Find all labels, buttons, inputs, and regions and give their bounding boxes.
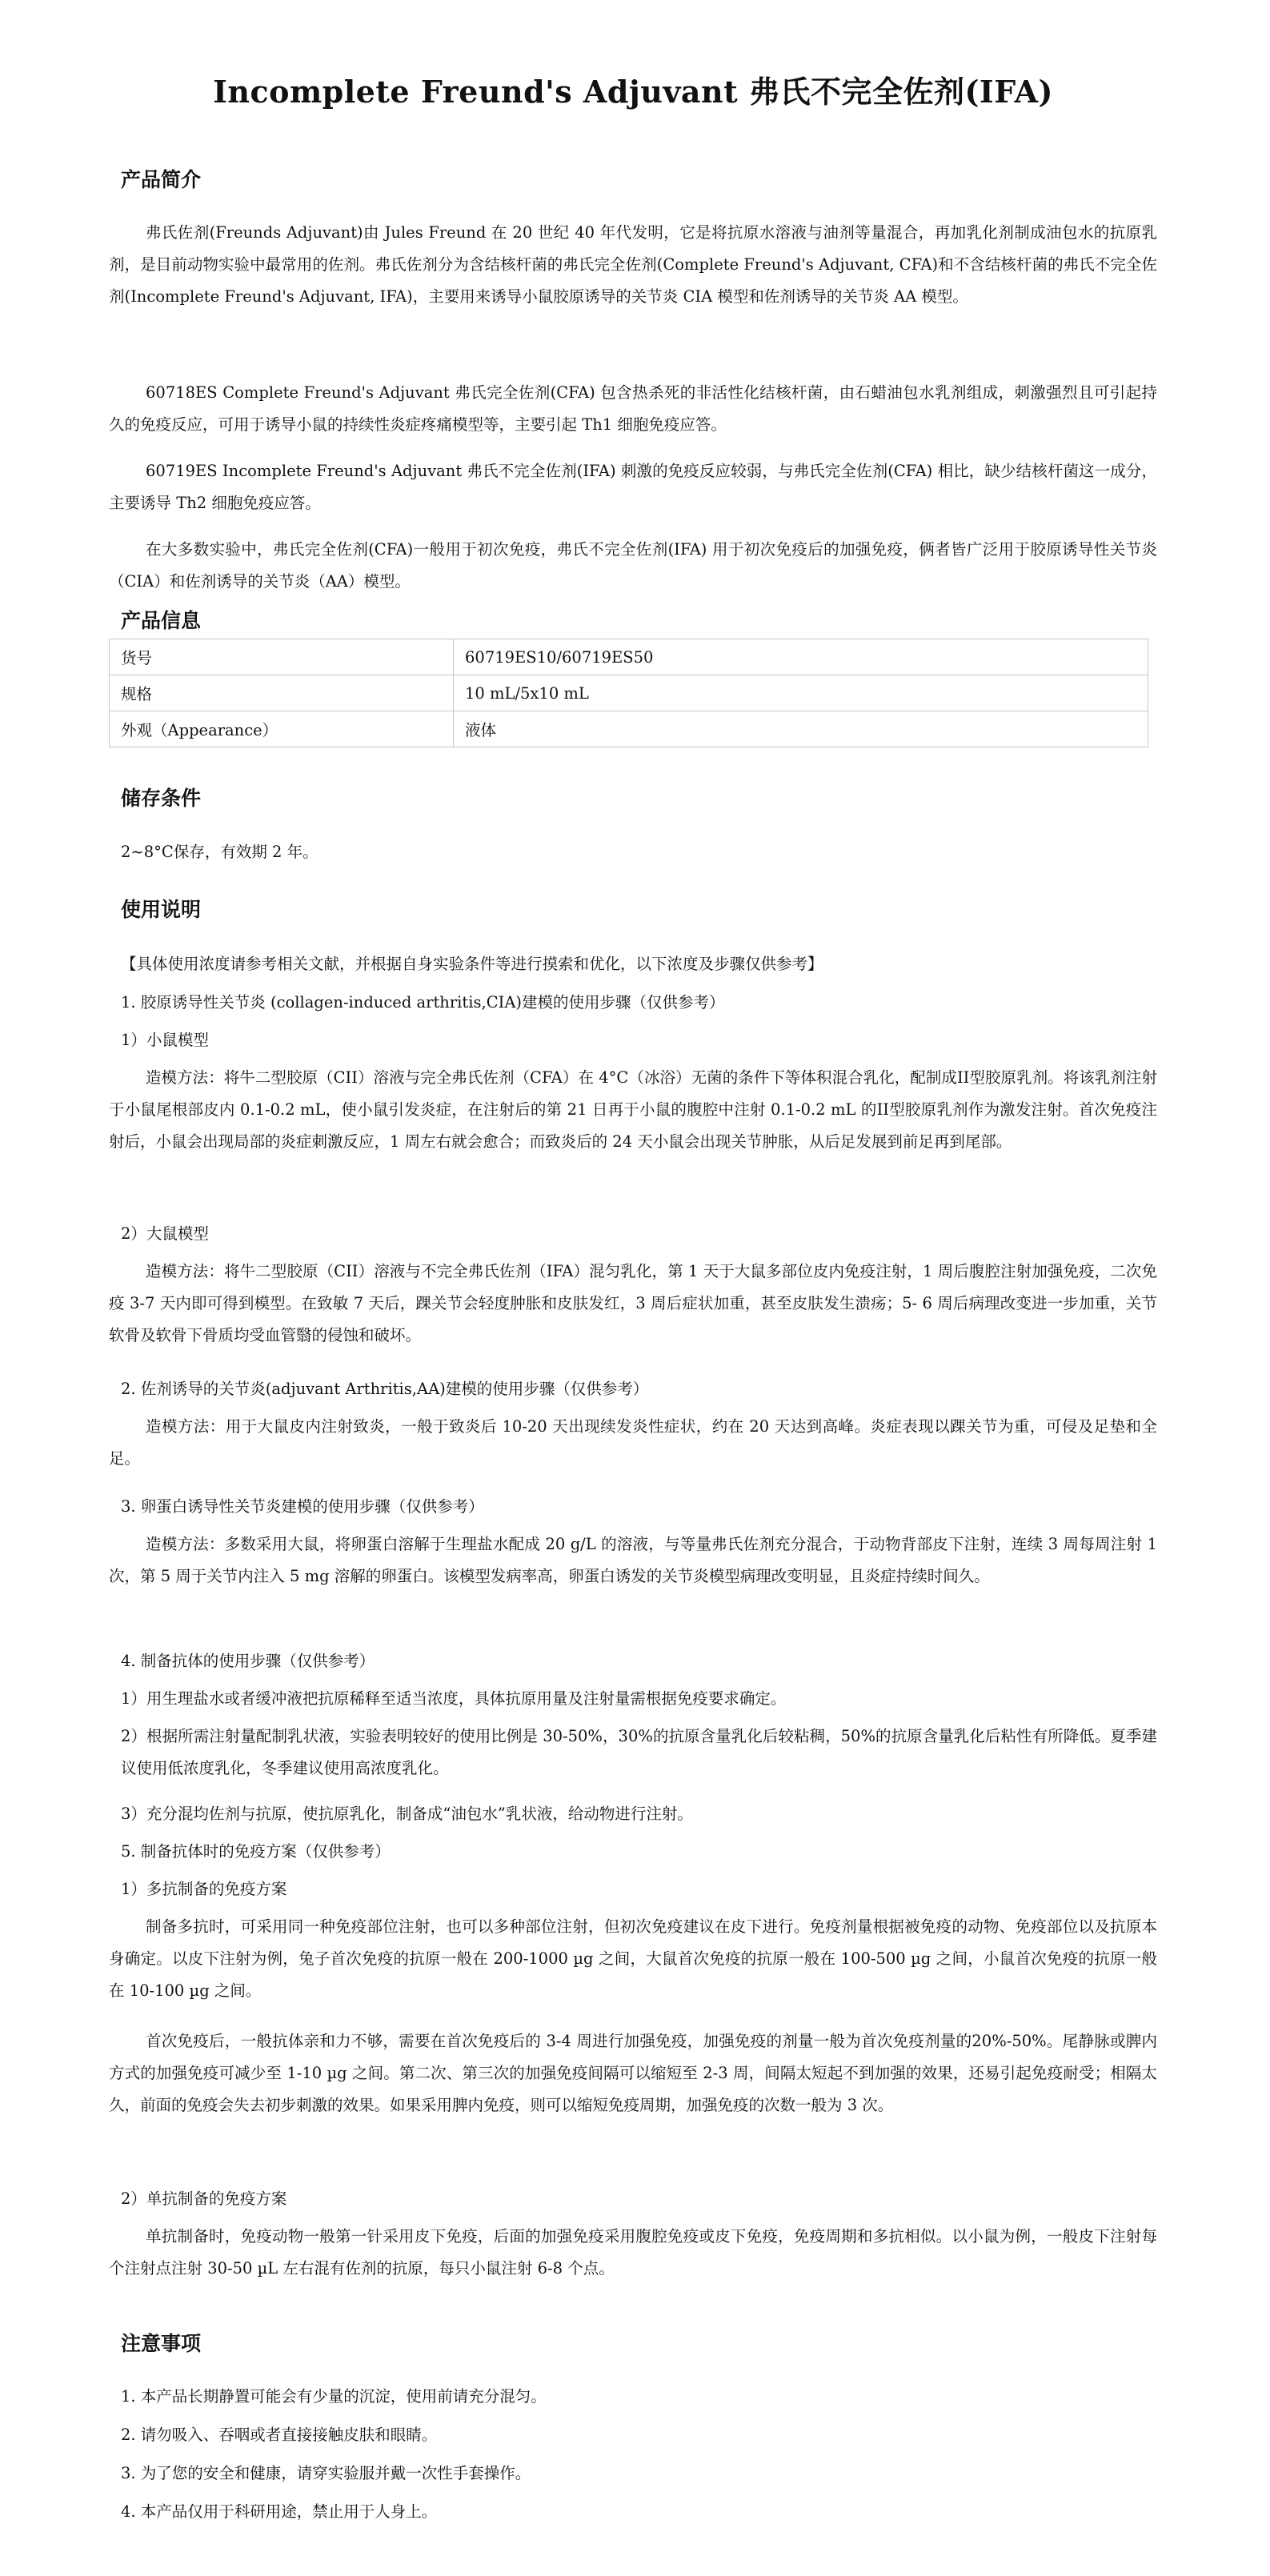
table-row	[110, 711, 1148, 747]
notes-list-item: 4. 本产品仅用于科研用途，禁止用于人身上。	[121, 2502, 438, 2521]
usage-step-heading: 3. 卵蛋白诱导性关节炎建模的使用步骤（仅供参考）	[121, 1497, 484, 1516]
usage-list-item: 1）用生理盐水或者缓冲液把抗原稀释至适当浓度，具体抗原用量及注射量需根据免疫要求确定。	[121, 1689, 787, 1708]
intro-paragraph: 60719ES Incomplete Freund's Adjuvant 弗氏不完全佐剂(IFA) 刺激的免疫反应较弱，与弗氏完全佐剂(CFA) 相比，缺少结核杆菌这一成分，主要诱导 Th2 细胞免疫应答。	[109, 462, 1157, 512]
storage-text: 2~8°C保存，有效期 2 年。	[121, 843, 319, 861]
section-heading-notes: 注意事项	[121, 2332, 202, 2355]
table-cell-value: 液体	[454, 711, 1148, 747]
usage-paragraph: 造模方法：将牛二型胶原（CII）溶液与完全弗氏佐剂（CFA）在 4°C（冰浴）无菌的条件下等体积混合乳化，配制成II型胶原乳剂。将该乳剂注射于小鼠尾根部皮内 0.1-0.2 mL，使小鼠引发炎症，在注射后的第 21 日再于小鼠的腹腔中注射 0.1-0.2 mL 的II型胶原乳剂作为激发注射。首次免疫注射后，小鼠会出现局部的炎症刺激反应，1 周左右就会愈合；而致炎后的 24 天小鼠会出现关节肿胀，从后足发展到前足再到尾部。	[109, 1068, 1157, 1151]
notes-list-item: 2. 请勿吸入、吞咽或者直接接触皮肤和眼睛。	[121, 2426, 438, 2444]
section-heading-storage: 储存条件	[121, 787, 202, 810]
usage-note: 【具体使用浓度请参考相关文献，并根据自身实验条件等进行摸索和优化，以下浓度及步骤仅供参考】	[121, 955, 823, 973]
usage-list-item: 3）充分混均佐剂与抗原，使抗原乳化，制备成“油包水”乳状液，给动物进行注射。	[121, 1805, 693, 1823]
usage-substep-heading: 2）大鼠模型	[121, 1224, 209, 1243]
usage-step-heading: 2. 佐剂诱导的关节炎(adjuvant Arthritis,AA)建模的使用步骤（仅供参考）	[121, 1380, 649, 1398]
usage-substep-heading: 2）单抗制备的免疫方案	[121, 2189, 287, 2208]
table-cell-key: 货号	[110, 639, 454, 675]
table-cell-value: 60719ES10/60719ES50	[454, 639, 1148, 675]
usage-step-heading: 1. 胶原诱导性关节炎 (collagen-induced arthritis,CIA)建模的使用步骤（仅供参考）	[121, 993, 725, 1012]
table-cell-key: 规格	[110, 675, 454, 711]
usage-substep-heading: 1）多抗制备的免疫方案	[121, 1880, 287, 1898]
intro-paragraph: 在大多数实验中，弗氏完全佐剂(CFA)一般用于初次免疫，弗氏不完全佐剂(IFA) 用于初次免疫后的加强免疫，俩者皆广泛用于胶原诱导性关节炎（CIA）和佐剂诱导的关节炎（AA）模型。	[109, 540, 1157, 591]
table-row	[110, 639, 1148, 675]
page-title: Incomplete Freund's Adjuvant 弗氏不完全佐剂(IFA)	[213, 74, 1053, 110]
notes-list-item: 3. 为了您的安全和健康，请穿实验服并戴一次性手套操作。	[121, 2464, 531, 2482]
usage-paragraph: 制备多抗时，可采用同一种免疫部位注射，也可以多种部位注射，但初次免疫建议在皮下进行。免疫剂量根据被免疫的动物、免疫部位以及抗原本身确定。以皮下注射为例，兔子首次免疫的抗原一般在 200-1000 µg 之间，大鼠首次免疫的抗原一般在 100-500 µg 之间，小鼠首次免疫的抗原一般在 10-100 µg 之间。	[109, 1917, 1157, 2000]
product-info-table	[109, 639, 1148, 747]
section-heading-info: 产品信息	[121, 609, 202, 632]
usage-paragraph: 造模方法：用于大鼠皮内注射致炎，一般于致炎后 10-20 天出现续发炎性症状，约在 20 天达到高峰。炎症表现以踝关节为重，可侵及足垫和全足。	[109, 1417, 1157, 1468]
table-cell-key: 外观（Appearance）	[110, 711, 454, 747]
notes-list-item: 1. 本产品长期静置可能会有少量的沉淀，使用前请充分混匀。	[121, 2387, 547, 2406]
section-heading-intro: 产品简介	[121, 168, 202, 191]
intro-paragraph: 弗氏佐剂(Freunds Adjuvant)由 Jules Freund 在 20 世纪 40 年代发明，它是将抗原水溶液与油剂等量混合，再加乳化剂制成油包水的抗原乳剂，是目前动物实验中最常用的佐剂。弗氏佐剂分为含结核杆菌的弗氏完全佐剂(Complete Freund's Adjuvant, CFA)和不含结核杆菌的弗氏不完全佐剂(Incomplete Freund's Adjuvant, IFA)，主要用来诱导小鼠胶原诱导的关节炎 CIA 模型和佐剂诱导的关节炎 AA 模型。	[109, 223, 1157, 306]
usage-step-heading: 4. 制备抗体的使用步骤（仅供参考）	[121, 1652, 375, 1670]
usage-substep-heading: 1）小鼠模型	[121, 1031, 209, 1049]
usage-paragraph: 造模方法：多数采用大鼠，将卵蛋白溶解于生理盐水配成 20 g/L 的溶液，与等量弗氏佐剂充分混合，于动物背部皮下注射，连续 3 周每周注射 1 次，第 5 周于关节内注入 5 mg 溶解的卵蛋白。该模型发病率高，卵蛋白诱发的关节炎模型病理改变明显，且炎症持续时间久。	[109, 1535, 1157, 1585]
intro-paragraph: 60718ES Complete Freund's Adjuvant 弗氏完全佐剂(CFA) 包含热杀死的非活性化结核杆菌，由石蜡油包水乳剂组成，刺激强烈且可引起持久的免疫反应，可用于诱导小鼠的持续性炎症疼痛模型等，主要引起 Th1 细胞免疫应答。	[109, 383, 1157, 434]
usage-paragraph: 造模方法：将牛二型胶原（CII）溶液与不完全弗氏佐剂（IFA）混匀乳化，第 1 天于大鼠多部位皮内免疫注射，1 周后腹腔注射加强免疫，二次免疫 3-7 天内即可得到模型。在致敏 7 天后，踝关节会轻度肿胀和皮肤发红，3 周后症状加重，甚至皮肤发生溃疡；5- 6 周后病理改变进一步加重，关节软骨及软骨下骨质均受血管翳的侵蚀和破坏。	[109, 1262, 1157, 1344]
section-heading-usage: 使用说明	[121, 898, 202, 921]
usage-step-heading: 5. 制备抗体时的免疫方案（仅供参考）	[121, 1842, 391, 1861]
table-cell-value: 10 mL/5x10 mL	[454, 675, 1148, 711]
usage-list-item: 2）根据所需注射量配制乳状液，实验表明较好的使用比例是 30-50%，30%的抗原含量乳化后较粘稠，50%的抗原含量乳化后粘性有所降低。夏季建议使用低浓度乳化，冬季建议使用高浓度乳化。	[121, 1727, 1157, 1777]
usage-paragraph: 单抗制备时，免疫动物一般第一针采用皮下免疫，后面的加强免疫采用腹腔免疫或皮下免疫，免疫周期和多抗相似。以小鼠为例，一般皮下注射每个注射点注射 30-50 µL 左右混有佐剂的抗原，每只小鼠注射 6-8 个点。	[109, 2227, 1157, 2278]
table-row	[110, 675, 1148, 711]
usage-paragraph: 首次免疫后，一般抗体亲和力不够，需要在首次免疫后的 3-4 周进行加强免疫，加强免疫的剂量一般为首次免疫剂量的20%-50%。尾静脉或脾内方式的加强免疫可减少至 1-10 µg 之间。第二次、第三次的加强免疫间隔可以缩短至 2-3 周，间隔太短起不到加强的效果，还易引起免疫耐受；相隔太久，前面的免疫会失去初步刺激的效果。如果采用脾内免疫，则可以缩短免疫周期，加强免疫的次数一般为 3 次。	[109, 2032, 1157, 2114]
